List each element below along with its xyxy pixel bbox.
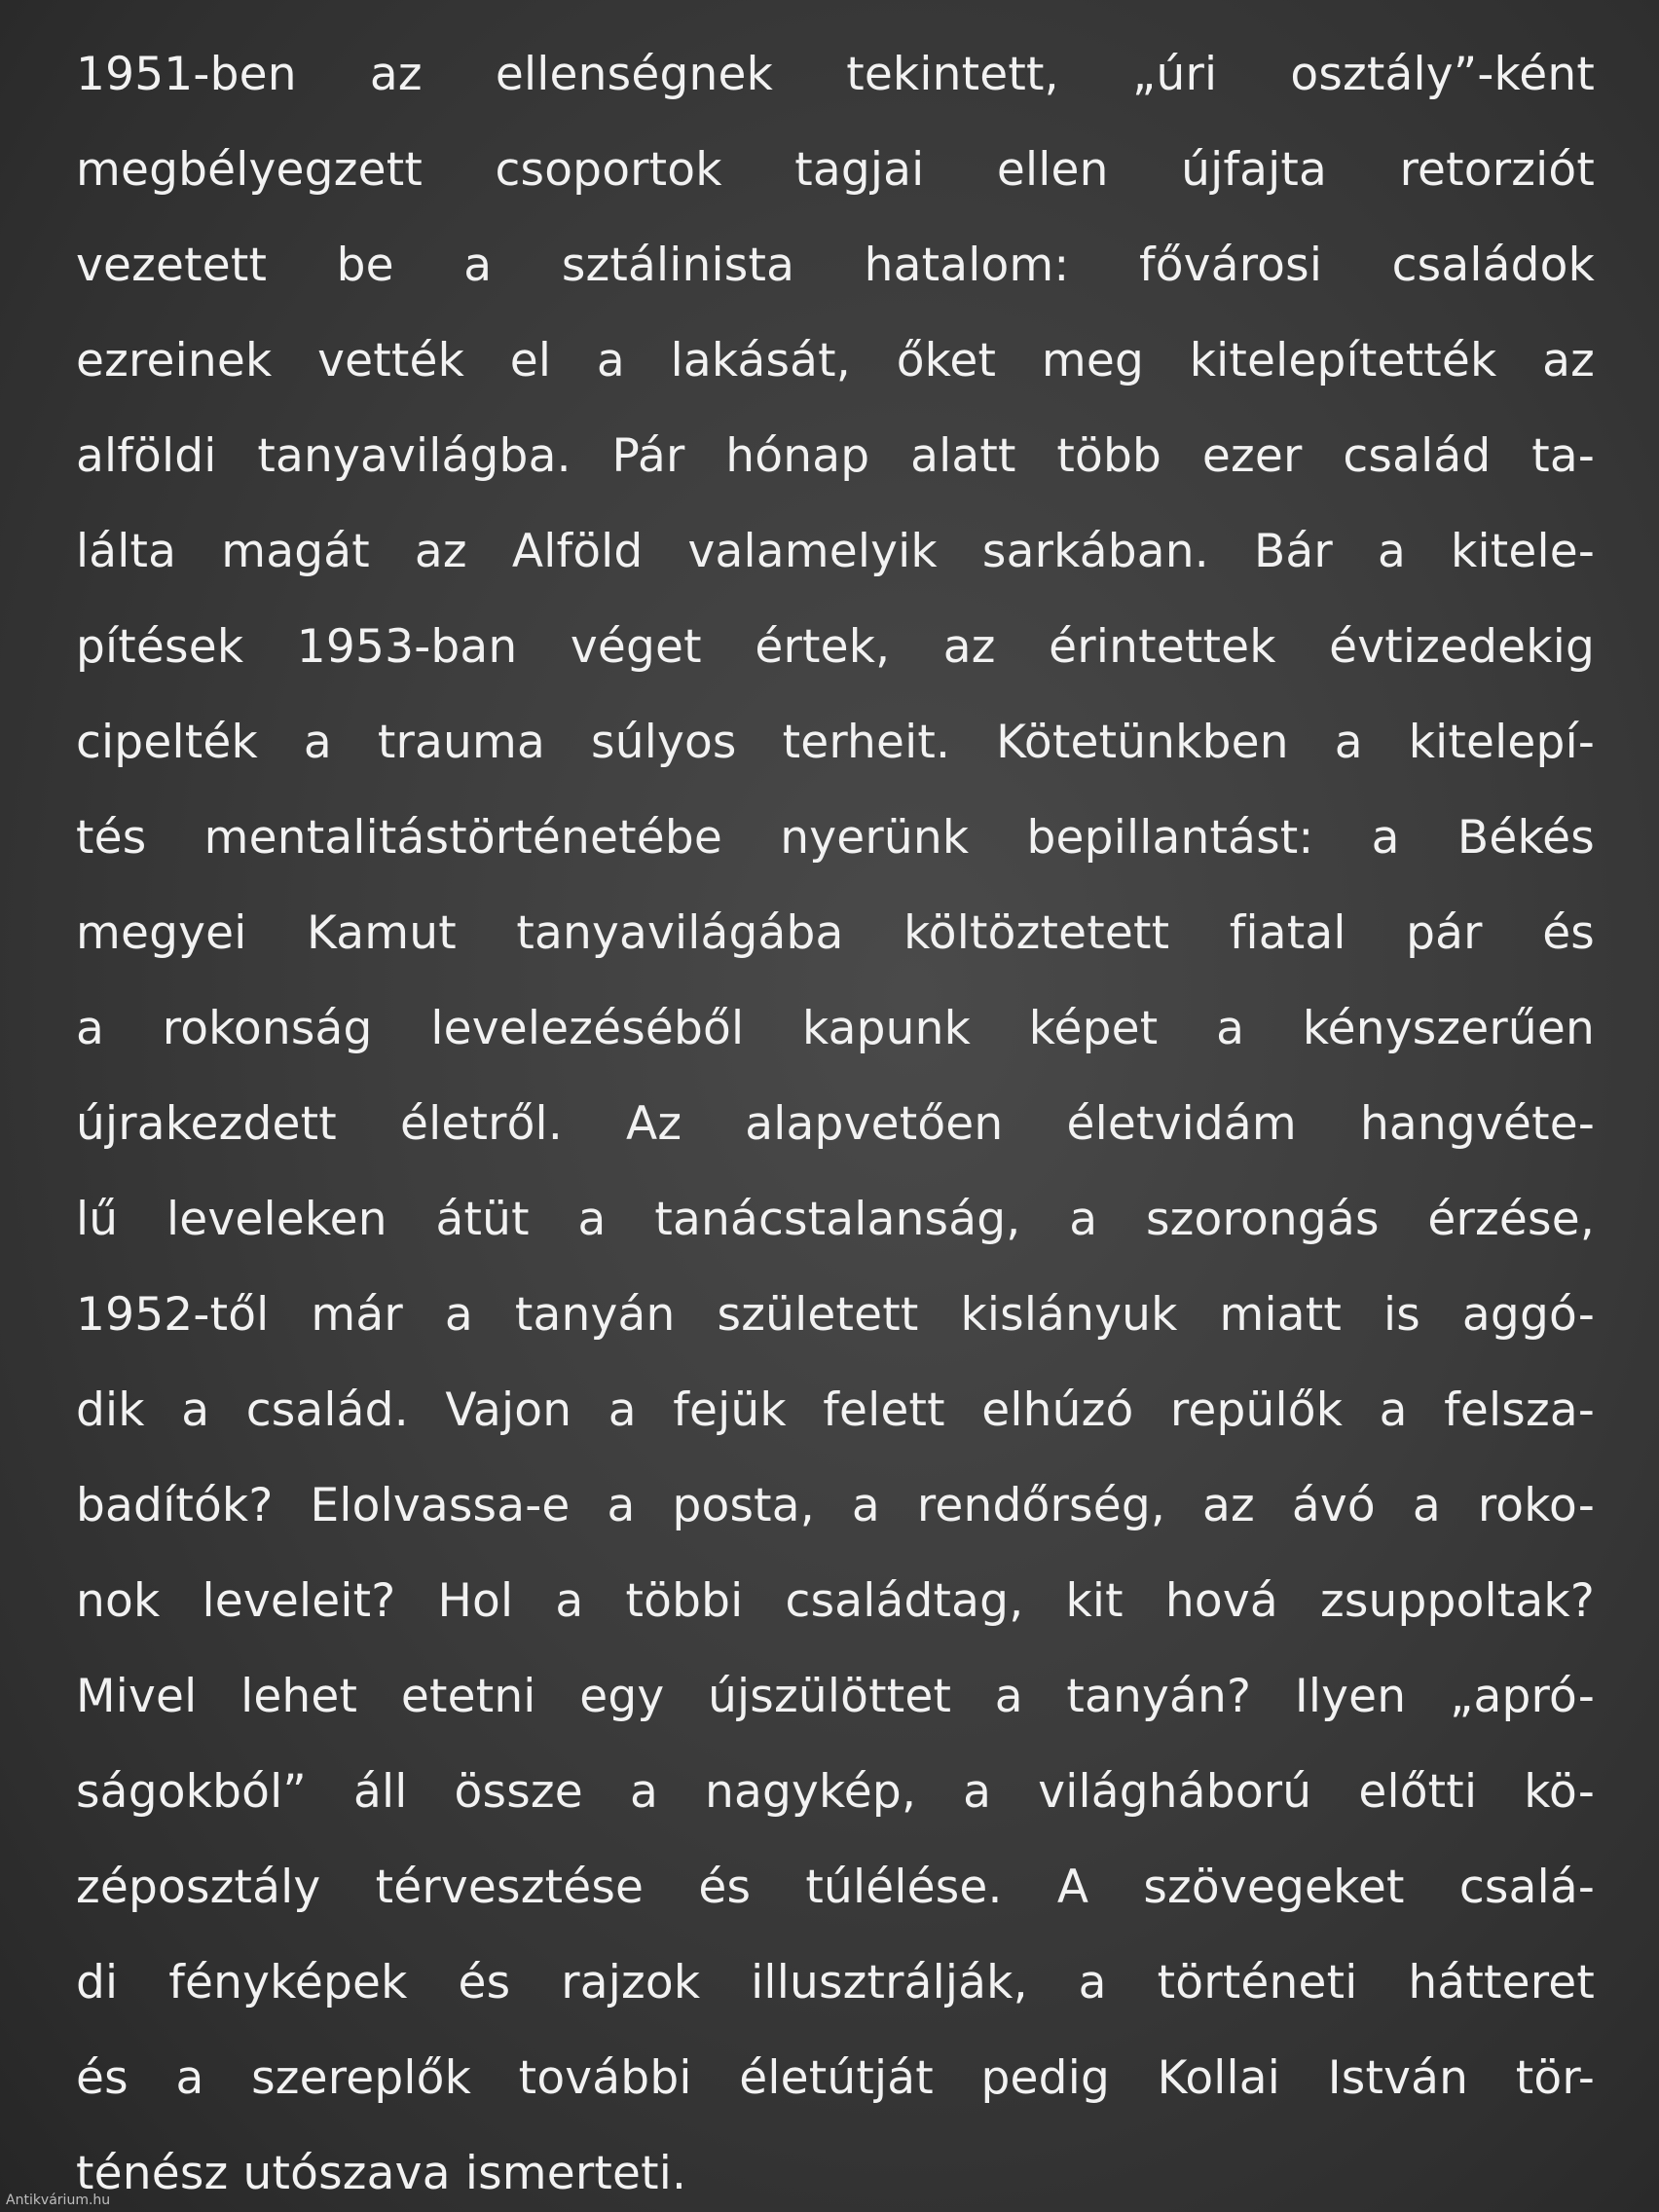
blurb-line: vezetett be a sztálinista hatalom: fővárosi családok xyxy=(76,239,1595,292)
blurb-line: lű leveleken átüt a tanácstalanság, a szorongás érzése, xyxy=(76,1193,1595,1246)
blurb-line: ténész utószava ismerteti. xyxy=(76,2147,687,2200)
watermark: Antikvárium.hu xyxy=(6,2193,111,2208)
blurb-line: di fényképek és rajzok illusztrálják, a történeti hátteret xyxy=(76,1956,1595,2009)
blurb-line: nok leveleit? Hol a többi családtag, kit hová zsuppoltak? xyxy=(76,1574,1595,1628)
blurb-line: ezreinek vették el a lakását, őket meg kitelepítették az xyxy=(76,334,1595,387)
blurb-line: ságokból” áll össze a nagykép, a világháború előtti kö- xyxy=(76,1765,1595,1819)
blurb-line: megyei Kamut tanyavilágába költöztetett fiatal pár és xyxy=(76,906,1595,960)
blurb-line: dik a család. Vajon a fejük felett elhúzó repülők a felsza- xyxy=(76,1383,1595,1437)
blurb-line: lálta magát az Alföld valamelyik sarkában. Bár a kitele- xyxy=(76,525,1595,578)
blurb-line: 1952-től már a tanyán született kislányuk miatt is aggó- xyxy=(76,1288,1595,1342)
blurb-line: újrakezdett életről. Az alapvetően életvidám hangvéte- xyxy=(76,1097,1595,1151)
blurb-line: pítések 1953-ban véget értek, az érintettek évtizedekig xyxy=(76,620,1595,674)
blurb-line: zéposztály térvesztése és túlélése. A szövegeket csalá- xyxy=(76,1861,1595,1914)
blurb-text xyxy=(76,27,1595,2212)
blurb-line: és a szereplők további életútját pedig Kollai István tör- xyxy=(76,2051,1595,2105)
blurb-line: tés mentalitástörténetébe nyerünk bepillantást: a Békés xyxy=(76,811,1595,865)
blurb-line: badítók? Elolvassa-e a posta, a rendőrség, az ávó a roko- xyxy=(76,1479,1595,1532)
blurb-line: cipelték a trauma súlyos terheit. Kötetünkben a kitelepí- xyxy=(76,716,1595,769)
blurb-line: Mivel lehet etetni egy újszülöttet a tanyán? Ilyen „apró- xyxy=(76,1670,1595,1723)
blurb-line: alföldi tanyavilágba. Pár hónap alatt több ezer család ta- xyxy=(76,429,1595,483)
blurb-line: 1951-ben az ellenségnek tekintett, „úri osztály”-ként xyxy=(76,48,1595,101)
blurb-line: a rokonság levelezéséből kapunk képet a kényszerűen xyxy=(76,1002,1595,1055)
blurb-line: megbélyegzett csoportok tagjai ellen újfajta retorziót xyxy=(76,143,1595,197)
